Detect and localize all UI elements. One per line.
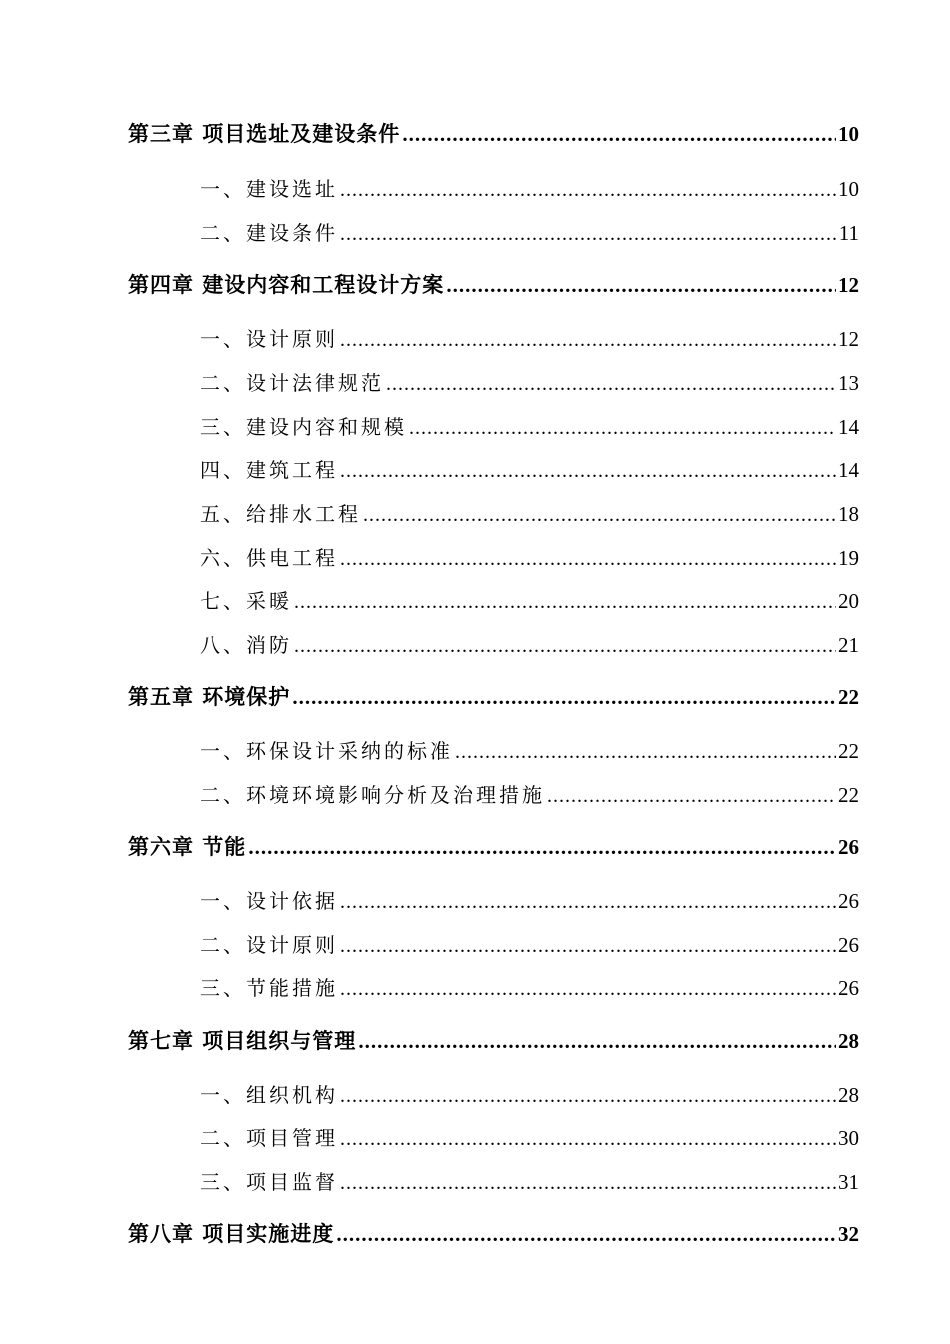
toc-dot-leader bbox=[340, 223, 837, 246]
toc-dot-leader bbox=[340, 935, 836, 958]
toc-entry-title: 二、建设条件 bbox=[200, 221, 338, 245]
toc-section[interactable] bbox=[200, 217, 859, 246]
toc-entry-title: 一、设计原则 bbox=[200, 327, 338, 351]
toc-chapter-7[interactable] bbox=[128, 1025, 859, 1055]
toc-dot-leader bbox=[294, 635, 836, 658]
toc-page-number: 12 bbox=[838, 273, 859, 297]
toc-page-number: 22 bbox=[838, 739, 859, 763]
toc-entry-title: 第五章 环境保护 bbox=[128, 684, 291, 709]
toc-dot-leader bbox=[248, 835, 836, 860]
toc-chapter-6[interactable] bbox=[128, 831, 859, 861]
toc-section[interactable] bbox=[200, 367, 859, 396]
toc-page-number: 10 bbox=[838, 177, 859, 201]
toc-page-number: 21 bbox=[838, 633, 859, 657]
toc-dot-leader bbox=[409, 417, 836, 440]
toc-page-number: 22 bbox=[838, 783, 859, 807]
toc-entry-title: 四、建筑工程 bbox=[200, 458, 338, 482]
toc-entry-title: 第七章 项目组织与管理 bbox=[128, 1028, 357, 1053]
toc-entry-title: 一、建设选址 bbox=[200, 177, 338, 201]
toc-entry-title: 八、消防 bbox=[200, 633, 292, 657]
toc-page-number: 28 bbox=[838, 1029, 859, 1053]
toc-section[interactable] bbox=[200, 1079, 859, 1108]
toc-dot-leader bbox=[386, 373, 836, 396]
toc-page-number: 26 bbox=[838, 933, 859, 957]
toc-page-number: 14 bbox=[838, 415, 859, 439]
toc-entry-title: 第三章 项目选址及建设条件 bbox=[128, 121, 401, 146]
toc-section[interactable] bbox=[200, 1166, 859, 1195]
toc-dot-leader bbox=[340, 1172, 836, 1195]
toc-chapter-8[interactable] bbox=[128, 1218, 859, 1248]
toc-entry-title: 第六章 节能 bbox=[128, 834, 247, 859]
toc-page-number: 19 bbox=[838, 546, 859, 570]
toc-dot-leader bbox=[292, 685, 836, 710]
toc-section[interactable] bbox=[200, 929, 859, 958]
toc-page-number: 26 bbox=[838, 976, 859, 1000]
toc-dot-leader bbox=[336, 1222, 836, 1247]
toc-chapter-3[interactable] bbox=[128, 118, 859, 148]
toc-entry-title: 二、设计原则 bbox=[200, 933, 338, 957]
toc-section[interactable] bbox=[200, 454, 859, 483]
toc-section[interactable] bbox=[200, 542, 859, 571]
toc-page-number: 31 bbox=[838, 1170, 859, 1194]
toc-entry-title: 第四章 建设内容和工程设计方案 bbox=[128, 272, 445, 297]
toc-dot-leader bbox=[340, 1128, 836, 1151]
toc-dot-leader bbox=[294, 591, 836, 614]
toc-entry-title: 六、供电工程 bbox=[200, 546, 338, 570]
toc-dot-leader bbox=[358, 1029, 836, 1054]
toc-entry-title: 三、节能措施 bbox=[200, 976, 338, 1000]
toc-entry-title: 二、项目管理 bbox=[200, 1126, 338, 1150]
toc-page-number: 14 bbox=[838, 458, 859, 482]
toc-section[interactable] bbox=[200, 629, 859, 658]
toc-section[interactable] bbox=[200, 323, 859, 352]
toc-page-number: 26 bbox=[838, 889, 859, 913]
toc-section[interactable] bbox=[200, 1122, 859, 1151]
toc-dot-leader bbox=[340, 1085, 836, 1108]
toc-chapter-4[interactable] bbox=[128, 269, 859, 299]
toc-dot-leader bbox=[402, 122, 836, 147]
toc-entry-title: 一、设计依据 bbox=[200, 889, 338, 913]
toc-entry-title: 三、项目监督 bbox=[200, 1170, 338, 1194]
toc-dot-leader bbox=[340, 548, 836, 571]
toc-page-number: 26 bbox=[838, 835, 859, 859]
toc-entry-title: 五、给排水工程 bbox=[200, 502, 361, 526]
toc-dot-leader bbox=[340, 891, 836, 914]
toc-page-number: 10 bbox=[838, 122, 859, 146]
toc-entry-title: 一、环保设计采纳的标准 bbox=[200, 739, 453, 763]
toc-dot-leader bbox=[340, 460, 836, 483]
toc-section[interactable] bbox=[200, 498, 859, 527]
toc-page-number: 28 bbox=[838, 1083, 859, 1107]
toc-page-number: 22 bbox=[838, 685, 859, 709]
toc-entry-title: 第八章 项目实施进度 bbox=[128, 1221, 335, 1246]
toc-section[interactable] bbox=[200, 585, 859, 614]
toc-entry-title: 七、采暖 bbox=[200, 589, 292, 613]
toc-section[interactable] bbox=[200, 885, 859, 914]
toc-entry-title: 一、组织机构 bbox=[200, 1083, 338, 1107]
toc-section[interactable] bbox=[200, 779, 859, 808]
toc-entry-title: 二、环境环境影响分析及治理措施 bbox=[200, 783, 545, 807]
toc-dot-leader bbox=[340, 329, 836, 352]
toc-dot-leader bbox=[363, 504, 836, 527]
toc-dot-leader bbox=[455, 741, 836, 764]
toc-dot-leader bbox=[340, 179, 836, 202]
toc-section[interactable] bbox=[200, 735, 859, 764]
toc-entry-title: 二、设计法律规范 bbox=[200, 371, 384, 395]
toc-entry-title: 三、建设内容和规模 bbox=[200, 415, 407, 439]
toc-dot-leader bbox=[547, 785, 836, 808]
toc-section[interactable] bbox=[200, 972, 859, 1001]
toc-page-number: 18 bbox=[838, 502, 859, 526]
toc-dot-leader bbox=[340, 978, 836, 1001]
toc-page-number: 12 bbox=[838, 327, 859, 351]
toc-section[interactable] bbox=[200, 411, 859, 440]
toc-dot-leader bbox=[446, 273, 836, 298]
toc-page-number: 20 bbox=[838, 589, 859, 613]
toc-section[interactable] bbox=[200, 173, 859, 202]
toc-page-number: 32 bbox=[838, 1222, 859, 1246]
toc-chapter-5[interactable] bbox=[128, 681, 859, 711]
toc-page-number: 30 bbox=[838, 1126, 859, 1150]
toc-page-number: 13 bbox=[838, 371, 859, 395]
toc-page-number: 11 bbox=[838, 221, 859, 245]
